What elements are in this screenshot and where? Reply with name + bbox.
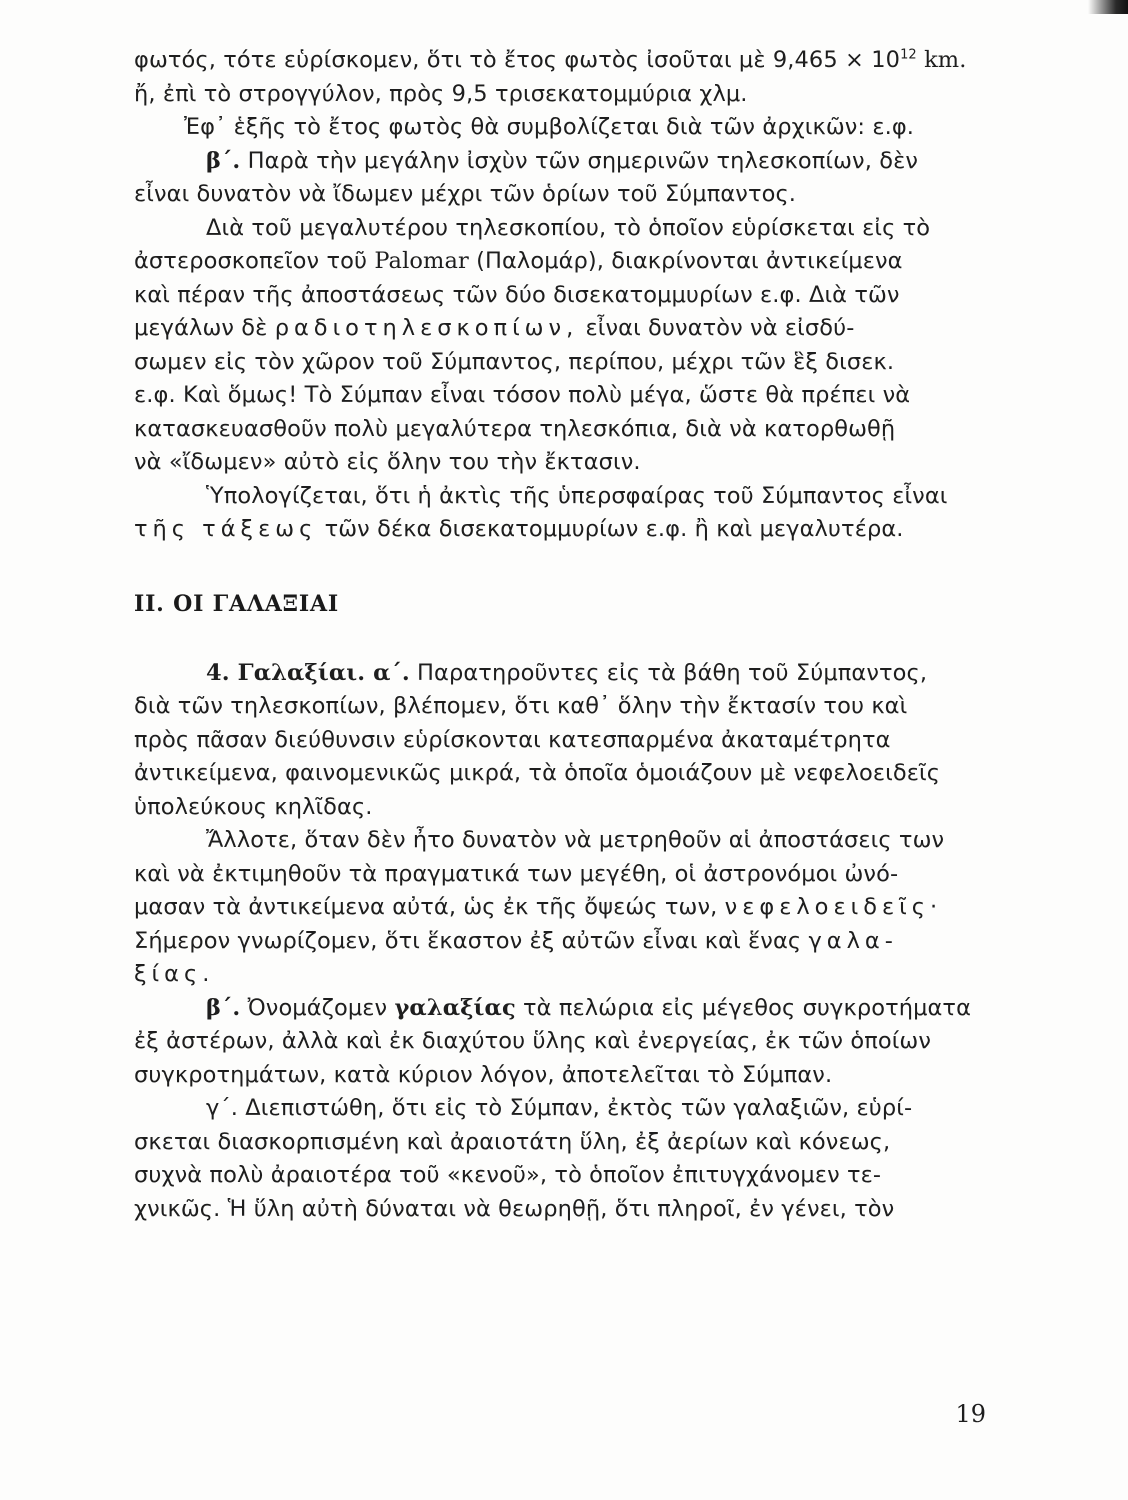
text-line: σκεται διασκορπισμένη καὶ ἀραιοτάτη ὕλη, ἐξ ἀερίων καὶ κόνεως, <box>134 1128 891 1155</box>
text-line: Ὑπολογίζεται, ὅτι ἡ ἀκτὶς τῆς ὑπερσφαίρας τοῦ Σύμπαντος εἶναι <box>206 482 948 509</box>
text-line: συγκροτημάτων, κατὰ κύριον λόγον, ἀποτελεῖται τὸ Σύμπαν. <box>134 1061 833 1088</box>
text-line: κατασκευασθοῦν πολὺ μεγαλύτερα τηλεσκόπια, διὰ νὰ κατορθωθῇ <box>134 415 896 442</box>
text-line: ἀντικείμενα, φαινομενικῶς μικρά, τὰ ὁποῖα ὁμοιάζουν μὲ νεφελοειδεῖς <box>134 760 941 786</box>
text-line: Ἄλλοτε, ὅταν δὲν ἦτο δυνατὸν νὰ μετρηθοῦν αἱ ἀποστάσεις των <box>206 827 945 853</box>
text-line: διὰ τῶν τηλεσκοπίων, βλέπομεν, ὅτι καθ᾽ ὅλην τὴν ἔκτασίν του καὶ <box>134 693 908 719</box>
text-line: 4. Γαλαξίαι. α΄. Παρατηροῦντες εἰς τὰ βάθη τοῦ Σύμπαντος, <box>206 659 928 686</box>
text-line: ὑπολεύκους κηλῖδας. <box>134 793 373 820</box>
text-line: ἤ, ἐπὶ τὸ στρογγύλον, πρὸς 9,5 τρισεκατομμύρια χλμ. <box>134 80 748 107</box>
text-line: εἶναι δυνατὸν νὰ ἴδωμεν μέχρι τῶν ὁρίων τοῦ Σύμπαντος. <box>134 181 797 207</box>
page-text <box>134 44 1018 1226</box>
text-line: σωμεν εἰς τὸν χῶρον τοῦ Σύμπαντος, περίπου, μέχρι τῶν ἓξ δισεκ. <box>134 348 895 375</box>
text-line: συχνὰ πολὺ ἀραιοτέρα τοῦ «κενοῦ», τὸ ὁποῖον ἐπιτυγχάνομεν τε- <box>134 1162 882 1188</box>
text-line: Διὰ τοῦ μεγαλυτέρου τηλεσκοπίου, τὸ ὁποῖον εὑρίσκεται εἰς τὸ <box>206 214 931 241</box>
text-line: ε.φ. Καὶ ὅμως! Τὸ Σύμπαν εἶναι τόσον πολὺ μέγα, ὥστε θὰ πρέπει νὰ <box>134 382 911 408</box>
scan-corner-mark <box>1088 0 1128 14</box>
page-number: 19 <box>955 1400 986 1428</box>
text-line: μασαν τὰ ἀντικείμενα αὐτά, ὡς ἐκ τῆς ὄψεώς των, νεφελοειδεῖς· <box>134 894 943 920</box>
text-line: ξίας. <box>134 961 215 987</box>
text-line: καὶ πέραν τῆς ἀποστάσεως τῶν δύο δισεκατομμυρίων ε.φ. Διὰ τῶν <box>134 281 900 308</box>
text-line: νὰ «ἴδωμεν» αὐτὸ εἰς ὅλην του τὴν ἔκτασιν. <box>134 449 641 475</box>
text-line: χνικῶς. Ἡ ὕλη αὐτὴ δύναται νὰ θεωρηθῇ, ὅτι πληροῖ, ἐν γένει, τὸν <box>134 1195 895 1222</box>
text-line: καὶ νὰ ἐκτιμηθοῦν τὰ πραγματικά των μεγέθη, οἱ ἀστρονόμοι ὠνό- <box>134 860 899 887</box>
section-heading: II. ΟΙ ΓΑΛΑΞΙΑΙ <box>134 590 339 617</box>
text-line: γ΄. Διεπιστώθη, ὅτι εἰς τὸ Σύμπαν, ἐκτὸς τῶν γαλαξιῶν, εὑρί- <box>206 1095 913 1121</box>
text-line: τῆς τάξεως τῶν δέκα δισεκατομμυρίων ε.φ. ἢ καὶ μεγαλυτέρα. <box>134 516 904 542</box>
text-line: μεγάλων δὲ ραδιοτηλεσκοπίων, εἶναι δυνατὸν νὰ εἰσδύ- <box>134 315 855 341</box>
text-line: β΄. Ὀνομάζομεν γαλαξίας τὰ πελώρια εἰς μέγεθος συγκροτήματα <box>206 994 972 1021</box>
text-line: φωτός, τότε εὑρίσκομεν, ὅτι τὸ ἔτος φωτὸς ἰσοῦται μὲ $9,465 \times 10^{12}$ km. <box>134 47 967 73</box>
text-line: ἀστεροσκοπεῖον τοῦ Palomar (Παλομάρ), διακρίνονται ἀντικείμενα <box>134 248 903 274</box>
text-line: πρὸς πᾶσαν διεύθυνσιν εὑρίσκονται κατεσπαρμένα ἀκαταμέτρητα <box>134 726 891 753</box>
text-line: β΄. Παρὰ τὴν μεγάλην ἰσχὺν τῶν σημερινῶν τηλεσκοπίων, δὲν <box>206 147 919 174</box>
text-line: Σήμερον γνωρίζομεν, ὅτι ἕκαστον ἐξ αὐτῶν εἶναι καὶ ἕνας γαλα- <box>134 927 898 954</box>
text-line: Ἐφ᾽ ἑξῆς τὸ ἔτος φωτὸς θὰ συμβολίζεται διὰ τῶν ἀρχικῶν: ε.φ. <box>184 114 915 140</box>
text-line: ἐξ ἀστέρων, ἀλλὰ καὶ ἐκ διαχύτου ὕλης καὶ ἐνεργείας, ἐκ τῶν ὁποίων <box>134 1028 932 1054</box>
